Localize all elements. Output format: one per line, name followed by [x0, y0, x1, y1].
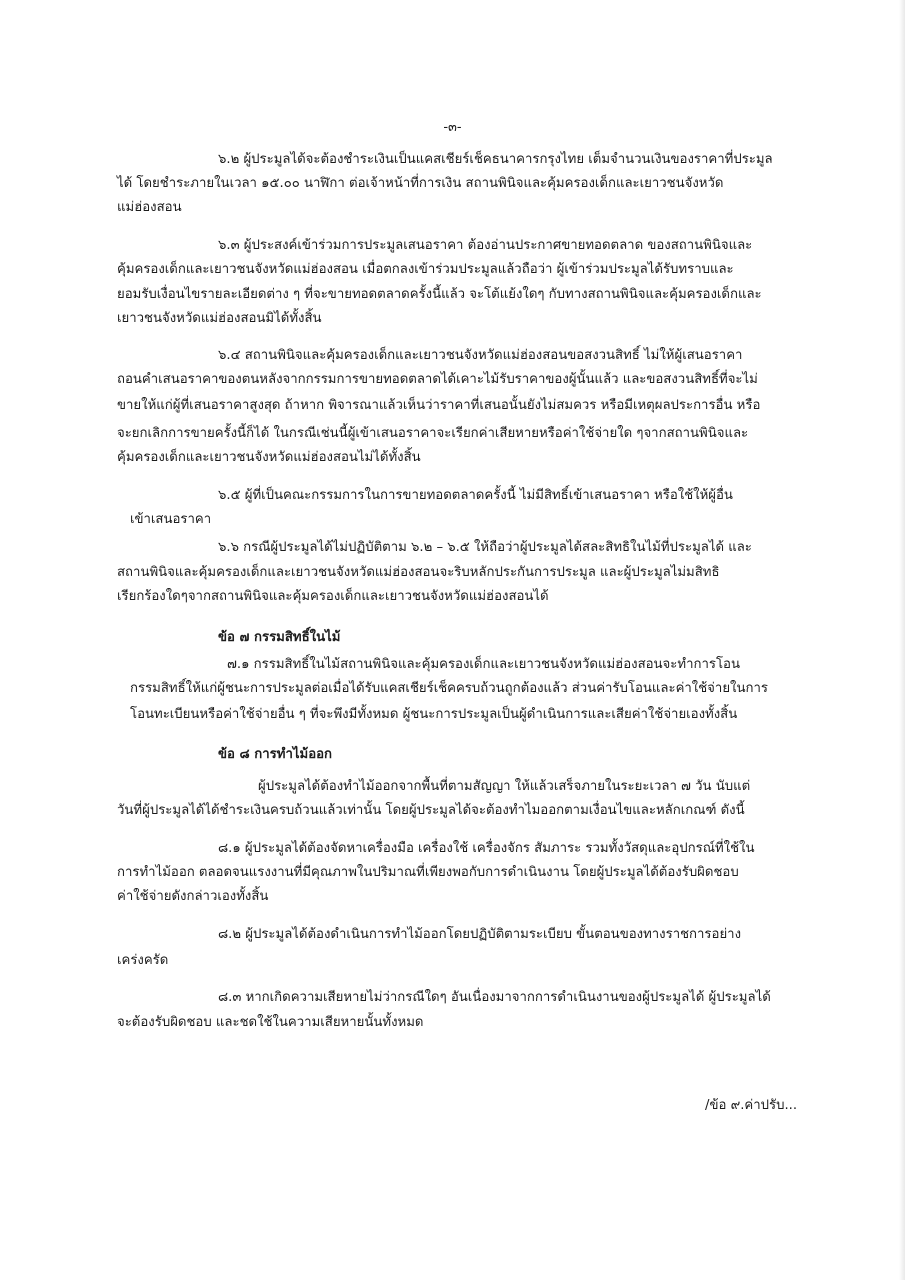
paragraph-8-3-line-2: จะต้องรับผิดชอบ และชดใช้ในความเสียหายนั้นทั้งหมด — [117, 1015, 424, 1030]
paragraph-6-4-line-1: ๖.๔ สถานพินิจและคุ้มครองเด็กและเยาวชนจังหวัดแม่ฮ่องสอนขอสงวนสิทธิ์ ไม่ให้ผู้เสนอราคา — [218, 348, 743, 363]
paragraph-7-1-line-2: กรรมสิทธิ์ให้แก่ผู้ชนะการประมูลต่อเมื่อได้รับแคสเชียร์เช็คครบถ้วนถูกต้องแล้ว ส่วนค่ารับโอนและค่าใช้จ่ายในการ — [130, 681, 768, 696]
paragraph-8-line-2: วันที่ผู้ประมูลได้ได้ชำระเงินครบถ้วนแล้วเท่านั้น โดยผู้ประมูลได้จะต้องทำไมออกตามเงื่อนไขและหลักเกณฑ์ ดังนี้ — [117, 803, 745, 818]
paragraph-6-4-line-4: จะยกเลิกการขายครั้งนี้ก็ได้ ในกรณีเช่นนี้ผู้เข้าเสนอราคาจะเรียกค่าเสียหายหรือค่าใช้จ่ายใด ๆจากสถานพินิจและ — [117, 426, 749, 441]
paragraph-6-4-line-2: ถอนคำเสนอราคาของตนหลังจากกรรมการขายทอดตลาดได้เคาะไม้รับราคาของผู้นั้นแล้ว และขอสงวนสิทธิ์ที่จะไม่ — [117, 372, 758, 387]
paragraph-6-6-line-3: เรียกร้องใดๆจากสถานพินิจและคุ้มครองเด็กและเยาวชนจังหวัดแม่ฮ่องสอนได้ — [117, 589, 549, 604]
paragraph-8-3-line-1: ๘.๓ หากเกิดความเสียหายไม่ว่ากรณีใดๆ อันเนื่องมาจากการดำเนินงานของผู้ประมูลได้ ผู้ประมูลได้ — [218, 990, 771, 1005]
paragraph-6-2-line-2: ได้ โดยชำระภายในเวลา ๑๕.๐๐ นาฬิกา ต่อเจ้าหน้าที่การเงิน สถานพินิจและคุ้มครองเด็กและเยาวชนจังหวัด — [117, 176, 724, 191]
page-number: -๓- — [443, 120, 462, 135]
paragraph-6-3-line-4: เยาวชนจังหวัดแม่ฮ่องสอนมิได้ทั้งสิ้น — [117, 311, 322, 326]
paragraph-8-1-line-3: ค่าใช้จ่ายดังกล่าวเองทั้งสิ้น — [117, 889, 269, 904]
paragraph-6-3-line-3: ยอมรับเงื่อนไขรายละเอียดต่าง ๆ ที่จะขายทอดตลาดครั้งนี้แล้ว จะโต้แย้งใดๆ กับทางสถานพินิจและคุ้มครองเด็กและ — [117, 287, 762, 302]
paragraph-6-5-line-2: เข้าเสนอราคา — [130, 512, 212, 527]
paragraph-6-6-line-1: ๖.๖ กรณีผู้ประมูลได้ไม่ปฏิบัติตาม ๖.๒ – ๖.๕ ให้ถือว่าผู้ประมูลได้สละสิทธิในไม้ที่ประมูลได้ และ — [218, 540, 752, 555]
paragraph-8-1-line-2: การทำไม้ออก ตลอดจนแรงงานที่มีคุณภาพในปริมาณที่เพียงพอกับการดำเนินงาน โดยผู้ประมูลได้ต้องรับผิดชอบ — [117, 865, 739, 880]
paragraph-6-4-line-5: คุ้มครองเด็กและเยาวชนจังหวัดแม่ฮ่องสอนไม่ได้ทั้งสิ้น — [117, 450, 421, 465]
paragraph-8-1-line-1: ๘.๑ ผู้ประมูลได้ต้องจัดหาเครื่องมือ เครื่องใช้ เครื่องจักร สัมภาระ รวมทั้งวัสดุและอุปกรณ์ที่ใช้ใน — [218, 841, 755, 856]
paragraph-8-2-line-2: เคร่งครัด — [117, 953, 169, 968]
paragraph-6-5-line-1: ๖.๕ ผู้ที่เป็นคณะกรรมการในการขายทอดตลาดครั้งนี้ ไม่มีสิทธิ์เข้าเสนอราคา หรือใช้ให้ผู้อื่น — [218, 488, 733, 503]
paragraph-6-3-line-1: ๖.๓ ผู้ประสงค์เข้าร่วมการประมูลเสนอราคา ต้องอ่านประกาศขายทอดตลาด ของสถานพินิจและ — [218, 238, 753, 253]
continuation-marker: /ข้อ ๙.ค่าปรับ... — [705, 1098, 798, 1113]
paragraph-6-2-line-1: ๖.๒ ผู้ประมูลได้จะต้องชำระเงินเป็นแคสเชียร์เช็คธนาคารกรุงไทย เต็มจำนวนเงินของราคาที่ประมูล — [218, 152, 773, 167]
paragraph-8-line-1: ผู้ประมูลได้ต้องทำไม้ออกจากพื้นที่ตามสัญญา ให้แล้วเสร็จภายในระยะเวลา ๗ วัน นับแต่ — [258, 779, 751, 794]
paragraph-7-1-line-3: โอนทะเบียนหรือค่าใช้จ่ายอื่น ๆ ที่จะพึงมีทั้งหมด ผู้ชนะการประมูลเป็นผู้ดำเนินการและเสียค่าใช้จ่ายเองทั้งสิ้น — [130, 707, 738, 722]
paragraph-8-2-line-1: ๘.๒ ผู้ประมูลได้ต้องดำเนินการทำไม้ออกโดยปฏิบัติตามระเบียบ ขั้นตอนของทางราชการอย่าง — [218, 927, 742, 942]
paragraph-6-6-line-2: สถานพินิจและคุ้มครองเด็กและเยาวชนจังหวัดแม่ฮ่องสอนจะริบหลักประกันการประมูล และผู้ประมูลไม่มสิทธิ — [117, 565, 720, 580]
paragraph-6-2-line-3: แม่ฮ่องสอน — [117, 200, 182, 215]
paragraph-6-4-line-3: ขายให้แก่ผู้ที่เสนอราคาสูงสุด ถ้าหาก พิจารณาแล้วเห็นว่าราคาที่เสนอนั้นยังไม่สมควร หรือมีเหตุผลประการอื่น หรือ — [117, 398, 761, 413]
page-edge-shadow — [899, 0, 905, 1280]
paragraph-6-3-line-2: คุ้มครองเด็กและเยาวชนจังหวัดแม่ฮ่องสอน เมื่อตกลงเข้าร่วมประมูลแล้วถือว่า ผู้เข้าร่วมประมูลได้รับทราบและ — [117, 262, 734, 277]
section-8-heading: ข้อ ๘ การทำไม้ออก — [218, 747, 333, 762]
section-7-heading: ข้อ ๗ กรรมสิทธิ์ในไม้ — [218, 630, 341, 645]
paragraph-7-1-line-1: ๗.๑ กรรมสิทธิ์ในไม้สถานพินิจและคุ้มครองเด็กและเยาวชนจังหวัดแม่ฮ่องสอนจะทำการโอน — [227, 657, 740, 672]
